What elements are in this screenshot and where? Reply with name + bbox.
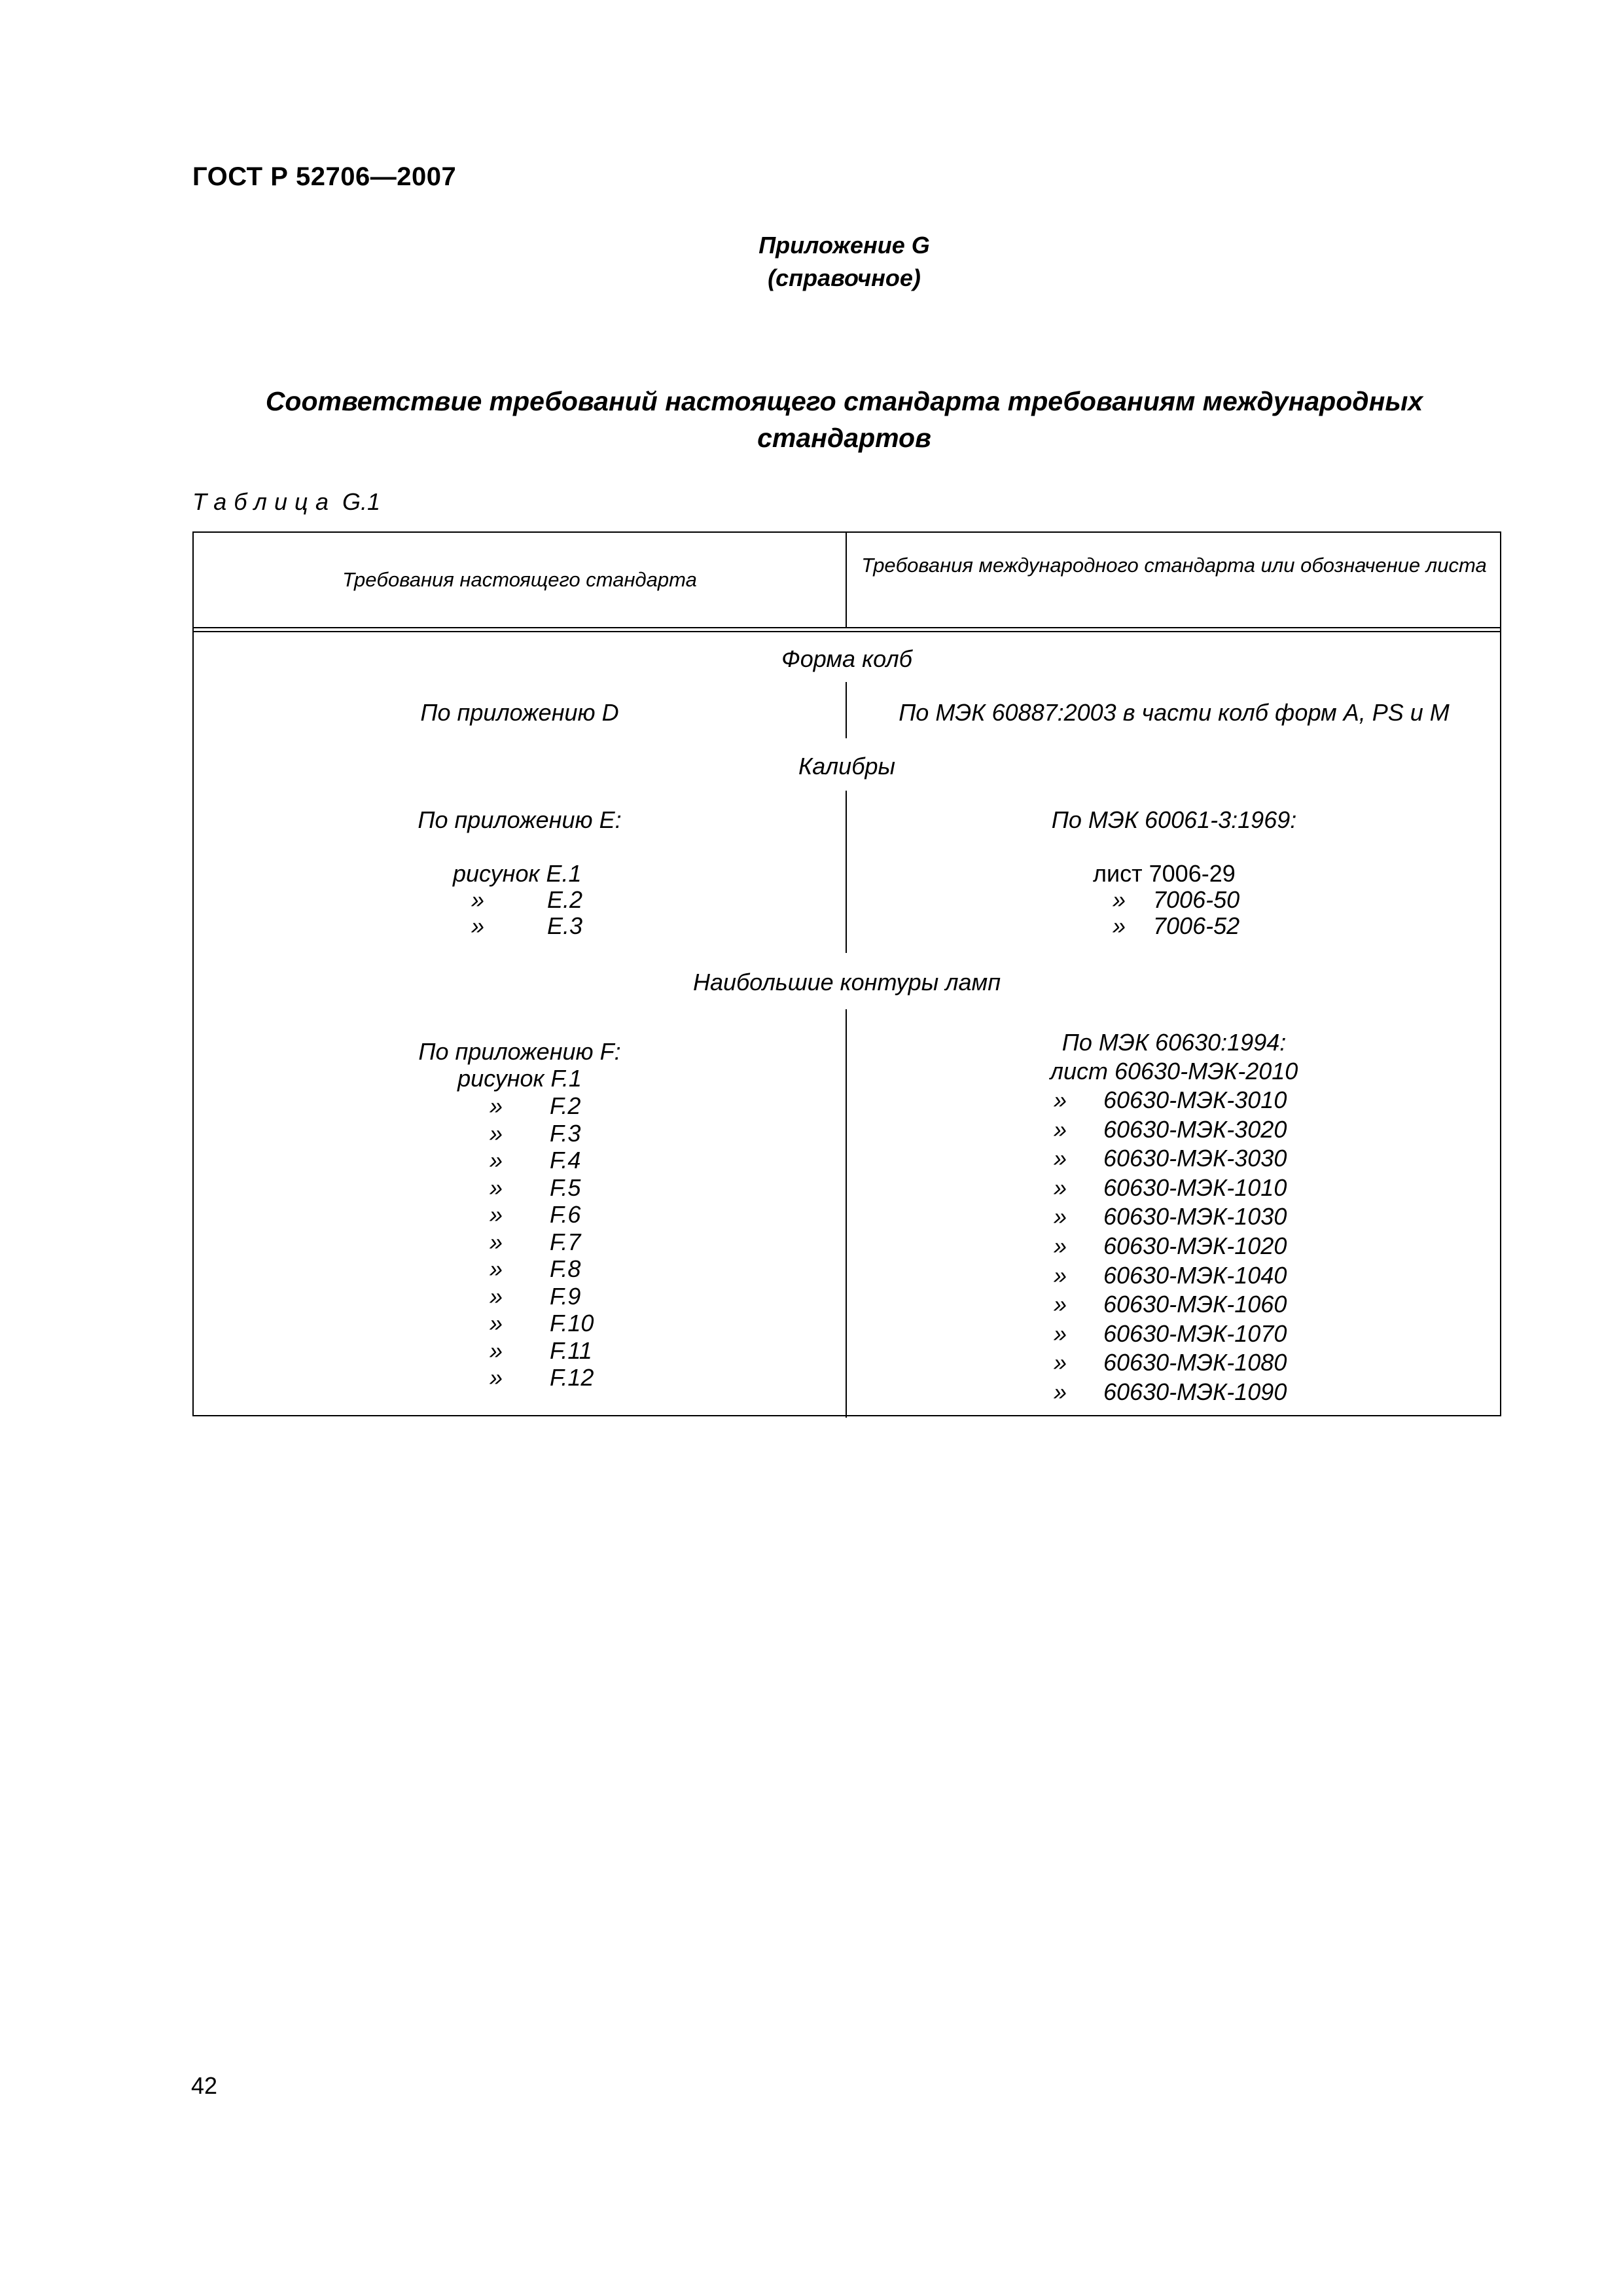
table-cell: 60630-МЭК-1010 <box>1103 1174 1287 1201</box>
ditto-mark: » <box>1054 1261 1067 1289</box>
table-cell: E.2 <box>547 886 583 913</box>
ditto-mark: » <box>1054 1378 1067 1405</box>
column-divider <box>846 1009 847 1418</box>
table-cell: рисунок F.1 <box>457 1065 582 1092</box>
table-cell: F.3 <box>550 1119 581 1147</box>
table-cell: F.12 <box>550 1364 594 1391</box>
ditto-mark: » <box>490 1282 503 1310</box>
table-cell: 60630-МЭК-1020 <box>1103 1232 1287 1259</box>
table-cell: По приложению E: <box>418 806 622 833</box>
ditto-mark: » <box>490 1119 503 1147</box>
ditto-mark: » <box>490 1147 503 1174</box>
table-cell: F.6 <box>550 1201 581 1228</box>
table-cell: По МЭК 60630:1994: <box>1061 1029 1287 1056</box>
ditto-mark: » <box>1054 1115 1067 1143</box>
table-cell: По приложению D <box>420 699 619 726</box>
appendix-title: Приложение G <box>758 232 930 259</box>
ditto-mark: » <box>490 1201 503 1228</box>
table-cell: F.4 <box>550 1147 581 1174</box>
column-header-international: Требования международного стандарта или обозначение листа <box>861 554 1487 577</box>
ditto-mark: » <box>1054 1349 1067 1376</box>
ditto-mark: » <box>1054 1174 1067 1201</box>
ditto-mark: » <box>490 1255 503 1282</box>
table-cell: 7006-52 <box>1153 912 1240 939</box>
ditto-mark: » <box>471 886 485 913</box>
table-cell: По МЭК 60887:2003 в части колб форм A, PS и M <box>899 699 1450 726</box>
table-cell: По приложению F: <box>418 1038 621 1065</box>
table-cell: 60630-МЭК-1030 <box>1103 1203 1287 1230</box>
table-cell: 60630-МЭК-3030 <box>1103 1145 1287 1172</box>
header-rule-top <box>194 627 1500 628</box>
sheet-word: лист <box>1093 860 1143 887</box>
sheet-number: 7006-29 <box>1149 860 1236 887</box>
column-header-national: Требования настоящего стандарта <box>342 568 697 591</box>
ditto-mark: » <box>490 1174 503 1201</box>
table-cell: F.5 <box>550 1174 581 1201</box>
table-cell: F.10 <box>550 1310 594 1336</box>
ditto-mark: » <box>490 1364 503 1391</box>
ditto-mark: » <box>1054 1086 1067 1113</box>
table-cell <box>1093 860 1236 888</box>
document-header: ГОСТ Р 52706—2007 <box>192 162 457 191</box>
ditto-mark: » <box>490 1092 503 1119</box>
table-cell: 60630-МЭК-1040 <box>1103 1261 1287 1289</box>
table-cell: E.3 <box>547 912 583 939</box>
appendix-subtitle: (справочное) <box>768 264 921 291</box>
ditto-mark: » <box>1054 1319 1067 1347</box>
page-number: 42 <box>191 2072 218 2099</box>
table-cell: F.7 <box>550 1228 581 1255</box>
table-cell: 60630-МЭК-3010 <box>1103 1086 1287 1113</box>
section-title-bulb-shape: Форма колб <box>781 645 912 672</box>
ditto-mark: » <box>490 1228 503 1255</box>
ditto-mark: » <box>1054 1291 1067 1318</box>
header-divider <box>846 533 847 628</box>
table-cell: 60630-МЭК-3020 <box>1103 1115 1287 1143</box>
table-caption-word: Таблица <box>192 488 336 515</box>
table-cell: F.9 <box>550 1282 581 1310</box>
ditto-mark: » <box>1054 1203 1067 1230</box>
section-title-gauges: Калибры <box>798 753 895 780</box>
table-cell: 60630-МЭК-1080 <box>1103 1349 1287 1376</box>
requirements-table <box>192 531 1501 1416</box>
table-cell: F.2 <box>550 1092 581 1119</box>
table-cell: 60630-МЭК-1060 <box>1103 1291 1287 1318</box>
header-rule-bottom <box>194 631 1500 632</box>
table-cell: 60630-МЭК-1090 <box>1103 1378 1287 1405</box>
table-caption <box>192 488 380 516</box>
table-cell: 60630-МЭК-1070 <box>1103 1319 1287 1347</box>
table-cell: рисунок E.1 <box>453 860 582 887</box>
table-cell: F.8 <box>550 1255 581 1282</box>
table-cell: F.11 <box>550 1336 592 1364</box>
table-caption-number: G.1 <box>342 488 381 515</box>
ditto-mark: » <box>471 912 485 939</box>
table-cell: По МЭК 60061-3:1969: <box>1051 806 1297 833</box>
ditto-mark: » <box>490 1336 503 1364</box>
column-divider <box>846 682 847 738</box>
page-title-line-2: стандартов <box>757 423 931 453</box>
ditto-mark: » <box>1054 1232 1067 1259</box>
table-cell: лист 60630-МЭК-2010 <box>1050 1058 1298 1085</box>
section-title-max-outlines: Наибольшие контуры ламп <box>692 969 1001 996</box>
page-title-line-1: Соответствие требований настоящего стандарта требованиям международных <box>265 386 1423 416</box>
ditto-mark: » <box>1113 912 1126 939</box>
ditto-mark: » <box>1054 1145 1067 1172</box>
column-divider <box>846 791 847 953</box>
table-cell: 7006-50 <box>1153 886 1240 913</box>
ditto-mark: » <box>490 1310 503 1336</box>
ditto-mark: » <box>1113 886 1126 913</box>
